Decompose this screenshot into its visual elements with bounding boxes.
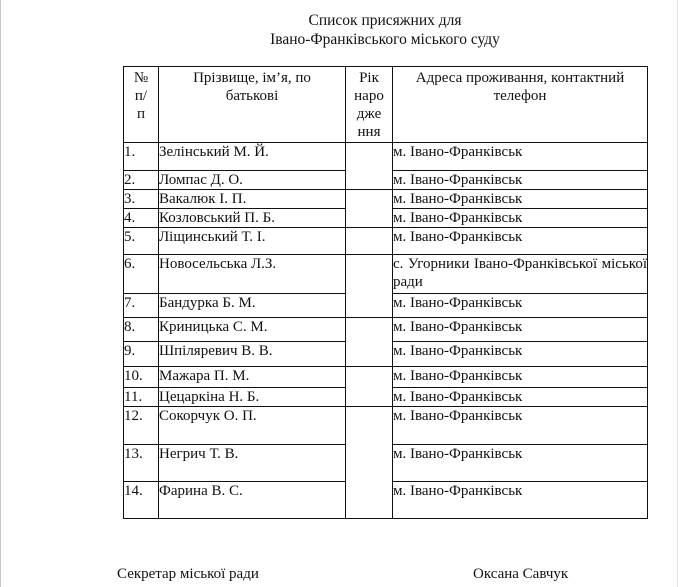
signature-role: Секретар міської ради — [117, 566, 259, 582]
row-number: 8. — [124, 318, 159, 342]
row-name: Фарина В. С. — [159, 482, 346, 519]
header-address: Адреса проживання, контактний телефон — [393, 67, 648, 143]
row-number: 12. — [124, 407, 159, 445]
row-address: м. Івано-Франківськ — [393, 482, 648, 519]
row-birth-year — [346, 190, 393, 228]
row-number: 1. — [124, 143, 159, 171]
table-row — [124, 407, 648, 445]
row-address: м. Івано-Франківськ — [393, 388, 648, 407]
row-name: Козловський П. Б. — [159, 209, 346, 228]
row-number: 10. — [124, 367, 159, 388]
table-row — [124, 318, 648, 342]
row-name: Зелінський М. Й. — [159, 143, 346, 171]
row-address: м. Івано-Франківськ — [393, 342, 648, 367]
jurors-table — [123, 66, 648, 519]
header-number: № п/ п — [124, 67, 159, 143]
title-line-2: Івано-Франківського міського суду — [270, 31, 500, 48]
table-row — [124, 228, 648, 255]
row-number: 9. — [124, 342, 159, 367]
table-row — [124, 255, 648, 294]
row-address: с. Угорники Івано-Франківської міської ради — [393, 255, 648, 294]
title-line-1: Список присяжних для — [308, 12, 462, 29]
row-name: Сокорчук О. П. — [159, 407, 346, 445]
document-title — [0, 11, 678, 49]
row-address: м. Івано-Франківськ — [393, 171, 648, 190]
table-row — [124, 190, 648, 209]
row-name: Цецаркіна Н. Б. — [159, 388, 346, 407]
row-address: м. Івано-Франківськ — [393, 367, 648, 388]
row-number: 4. — [124, 209, 159, 228]
row-address: м. Івано-Франківськ — [393, 318, 648, 342]
header-name: Прізвище, ім’я, по батькові — [159, 67, 346, 143]
row-number: 14. — [124, 482, 159, 519]
row-birth-year — [346, 255, 393, 318]
row-address: м. Івано-Франківськ — [393, 228, 648, 255]
row-name: Ліщинський Т. І. — [159, 228, 346, 255]
row-address: м. Івано-Франківськ — [393, 190, 648, 209]
header-birth-year: Рік наро дже ння — [346, 67, 393, 143]
row-name: Бандурка Б. М. — [159, 294, 346, 318]
page-edge-left — [0, 0, 1, 587]
row-address: м. Івано-Франківськ — [393, 209, 648, 228]
row-number: 7. — [124, 294, 159, 318]
signature-name: Оксана Савчук — [473, 566, 569, 582]
row-number: 3. — [124, 190, 159, 209]
row-number: 2. — [124, 171, 159, 190]
row-birth-year — [346, 143, 393, 190]
row-address: м. Івано-Франківськ — [393, 407, 648, 445]
row-name: Мажара П. М. — [159, 367, 346, 388]
table-row — [124, 143, 648, 171]
row-address: м. Івано-Франківськ — [393, 294, 648, 318]
row-number: 6. — [124, 255, 159, 294]
row-name: Новосельська Л.З. — [159, 255, 346, 294]
row-name: Вакалюк І. П. — [159, 190, 346, 209]
row-number: 5. — [124, 228, 159, 255]
row-number: 13. — [124, 445, 159, 482]
table-row — [124, 367, 648, 388]
row-name: Шпіляревич В. В. — [159, 342, 346, 367]
row-address: м. Івано-Франківськ — [393, 445, 648, 482]
row-name: Негрич Т. В. — [159, 445, 346, 482]
row-address: м. Івано-Франківськ — [393, 143, 648, 171]
row-name: Криницька С. М. — [159, 318, 346, 342]
row-name: Ломпас Д. О. — [159, 171, 346, 190]
row-birth-year — [346, 318, 393, 367]
table-header-row — [124, 67, 648, 143]
row-birth-year — [346, 228, 393, 255]
row-number: 11. — [124, 388, 159, 407]
row-birth-year — [346, 407, 393, 519]
row-birth-year — [346, 367, 393, 407]
